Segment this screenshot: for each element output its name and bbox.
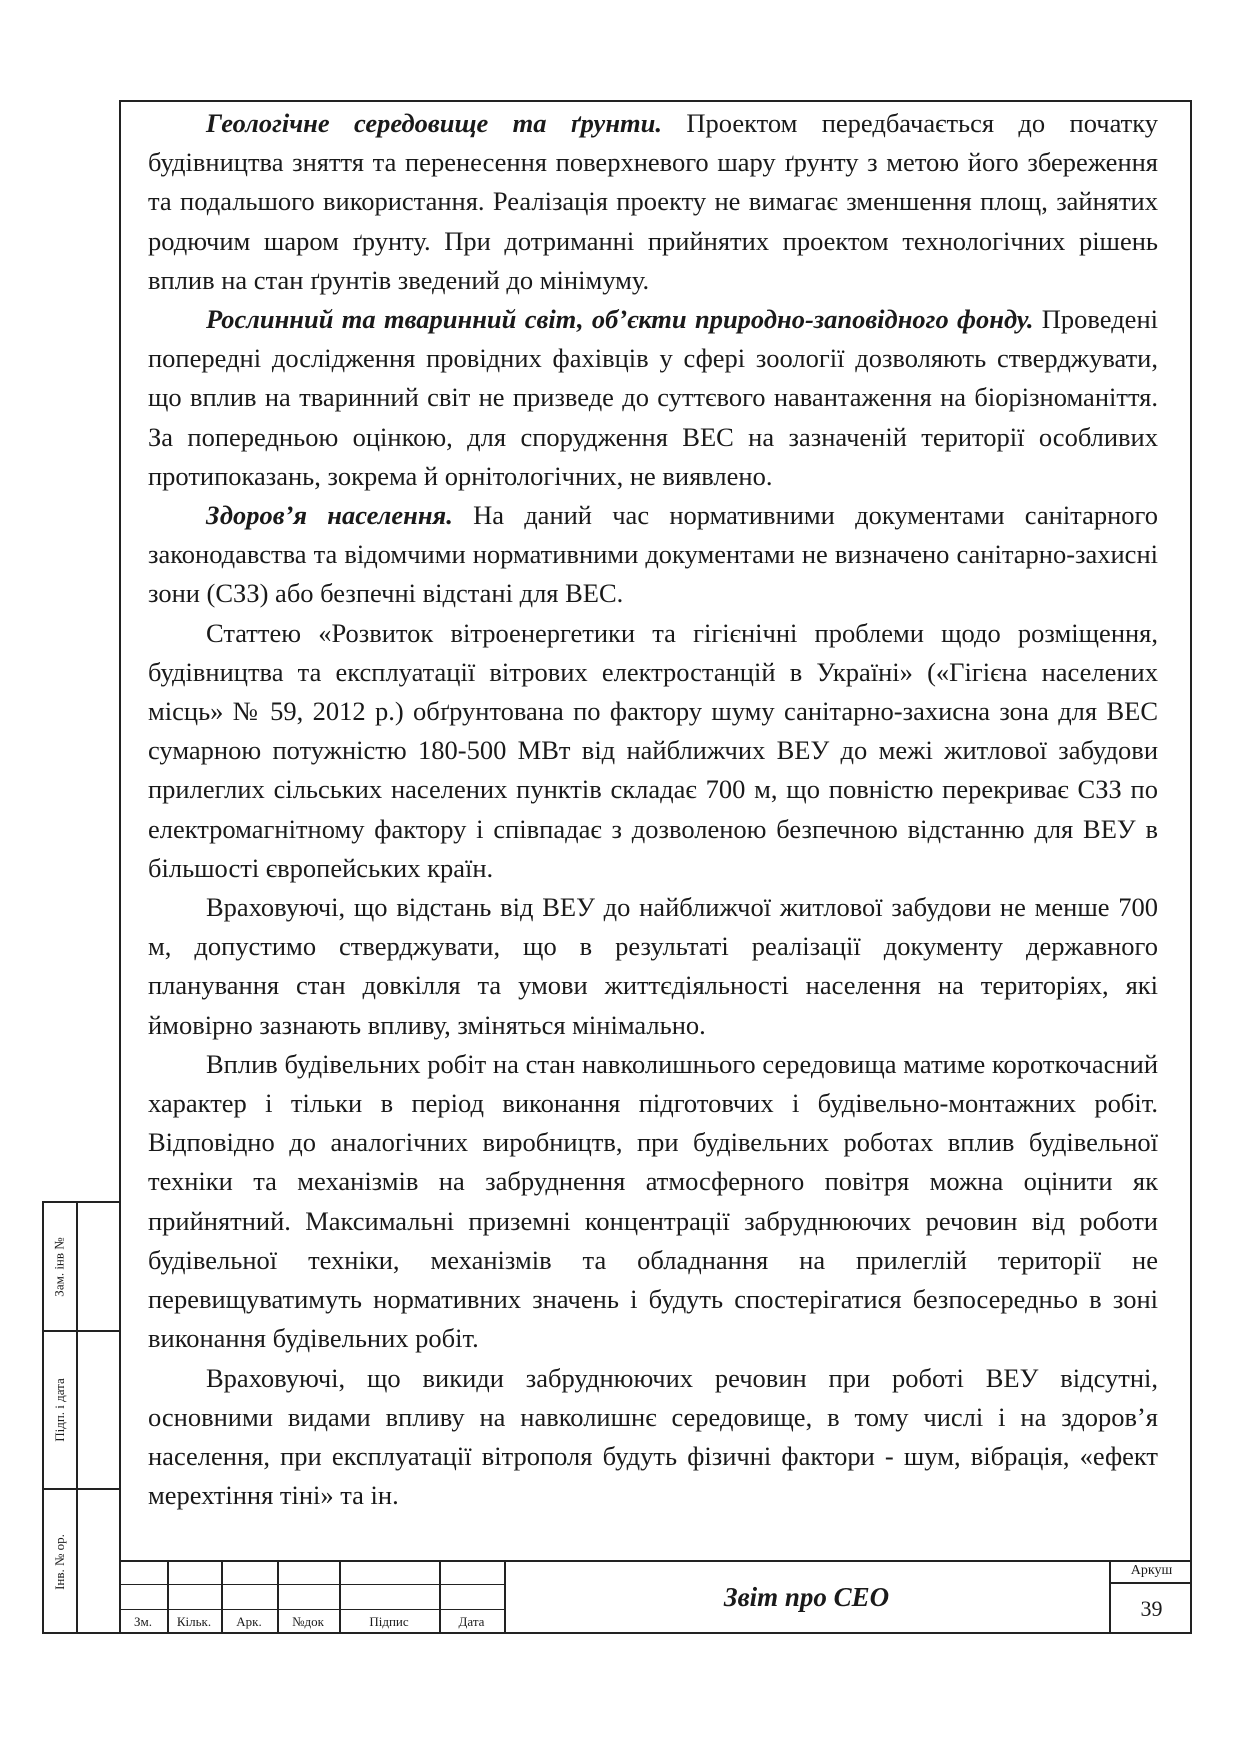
paragraph-flora-fauna (148, 300, 1158, 496)
sheet-box (1109, 1560, 1192, 1634)
paragraph-article (148, 614, 1158, 888)
side-stamp (42, 1201, 119, 1634)
document-title: Звіт про СЕО (723, 1581, 890, 1612)
paragraph-distance (148, 888, 1158, 1045)
paragraph-lead: Геологічне середовище та ґрунти. (206, 108, 663, 138)
paragraph-text: Враховуючі, що відстань від ВЕУ до найближчої житлової забудови не менше 700 м, допустимо стверджувати, що в результаті реалізації документу державного планування стан довкілля та умови життєдіяльності населення на територіях, які ймовірно зазнають впливу, зміняться мінімально. (148, 892, 1158, 1040)
sheet-label: Аркуш (1111, 1560, 1192, 1584)
column-label-ark: Арк. (236, 1614, 262, 1629)
grid-line (119, 1584, 504, 1585)
paragraph-text: Вплив будівельних робіт на стан навколишнього середовища матиме короткочасний характер і тільки в період виконання підготовчих і будівельно-монтажних робіт. Відповідно до аналогічних виробництв, при будівельних роботах вплив будівельної техніки та механізмів на забруднення атмосферного повітря можна оцінити як прийнятний. Максимальні приземні концентрації забруднюючих речовин від роботи будівельної техніки, механізмів та обладнання на прилеглій території не перевищуватимуть нормативних значень і будуть спостерігатися безпосередньо в зоні виконання будівельних робіт. (148, 1048, 1158, 1354)
paragraph-text: Проектом передбачається до початку будівництва зняття та перенесення поверхневого шару ґрунту з метою його збереження та подальшого використання. Реалізація проекту не вимагає зменшення площ, зайнятих родючим шаром ґрунту. При дотриманні прийнятих проектом технологічних рішень вплив на стан ґрунтів зведений до мінімуму. (148, 108, 1159, 295)
sheet-number: 39 (1140, 1596, 1163, 1621)
paragraph-lead: Здоров’я населення. (206, 500, 453, 531)
paragraph-health (148, 496, 1158, 614)
paragraph-text: Статтею «Розвиток вітроенергетики та гігієнічні проблеми щодо розміщення, будівництва та експлуатації вітрових електростанцій в Україні» («Гігієна населених місць» № 59, 2012 р.) обґрунтована по фактору шуму санітарно-захисна зона для ВЕС сумарною потужністю 180-500 МВт від найближчих ВЕУ до межі житлової забудови прилеглих сільських населених пунктів складає 700 м, що повністю перекриває СЗЗ по електромагнітному фактору і співпадає з дозволеною безпечною відстанню для ВЕУ в більшості європейських країн. (148, 617, 1158, 883)
paragraph-construction (148, 1045, 1158, 1359)
title-block (119, 1560, 1192, 1634)
column-label-zm: Зм. (134, 1614, 152, 1629)
revision-grid (119, 1560, 504, 1634)
paragraph-lead: Рослинний та тваринний світ, об’єкти природно-заповідного фонду. (206, 304, 1034, 335)
paragraph-text: Проведені попередні дослідження провідних фахівців у сфері зоології дозволяють стверджувати, що вплив на тваринний світ не призведе до суттєвого навантаження на біорізноманіття. За попередньою оцінкою, для спорудження ВЕС на зазначеній території особливих протипоказань, зокрема й орнітологічних, не виявлено. (148, 304, 1158, 491)
grid-line (119, 1609, 504, 1610)
column-label-ndok: №док (292, 1614, 324, 1629)
side-cell-zam-inv (44, 1203, 119, 1332)
paragraph-text: Враховуючі, що викиди забруднюючих речовин при роботі ВЕУ відсутні, основними видами впливу на навколишнє середовище, в тому числі і на здоров’я населення, при експлуатації вітрополя будуть фізичні фактори - шум, вібрація, «ефект мерехтіння тіні» та ін. (148, 1362, 1158, 1511)
column-label-pidpys: Підпис (369, 1614, 409, 1629)
paragraph-text: На даний час нормативними документами санітарного законодавства та відомчими нормативними документами не визначено санітарно-захисні зони (СЗЗ) або безпечні відстані для ВЕС. (148, 500, 1158, 609)
side-cell-pidp-data (44, 1332, 119, 1490)
side-cell-inv-or (44, 1490, 119, 1634)
side-label-zam-inv: Зам. інв № (52, 1236, 67, 1297)
column-label-kilk: Кільк. (176, 1614, 212, 1629)
document-body (148, 104, 1158, 1515)
side-label-pidp-data: Підп. і дата (52, 1378, 67, 1442)
column-label-data: Дата (458, 1614, 485, 1629)
paragraph-emissions (148, 1359, 1158, 1516)
side-label-inv-or: Інв. № ор. (52, 1534, 68, 1590)
paragraph-geology (148, 104, 1158, 300)
